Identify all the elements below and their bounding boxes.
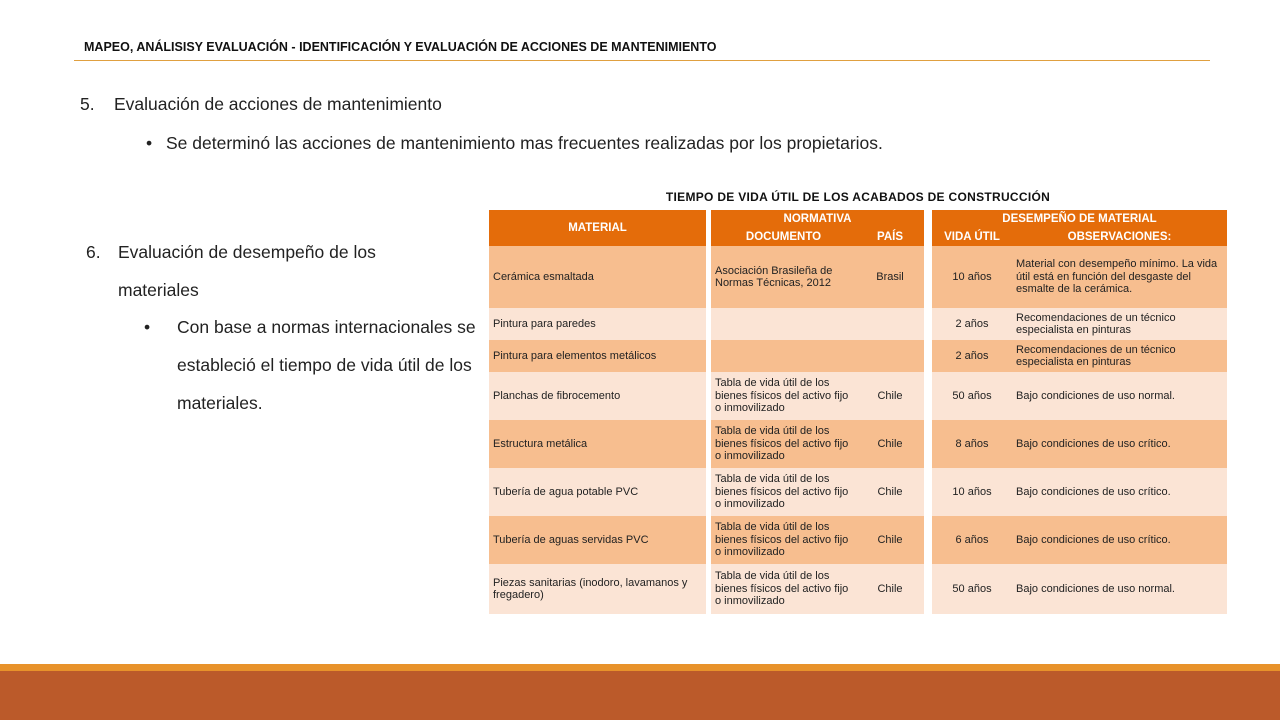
header-material: MATERIAL bbox=[489, 210, 706, 246]
section-5-heading bbox=[80, 94, 442, 115]
cell-material: Estructura metálica bbox=[489, 420, 706, 468]
cell-documento bbox=[711, 308, 856, 340]
header-desempeno: DESEMPEÑO DE MATERIAL bbox=[932, 210, 1227, 227]
cell-documento: Tabla de vida útil de los bienes físicos del activo fijo o inmovilizado bbox=[711, 372, 856, 420]
cell-documento bbox=[711, 340, 856, 372]
section-5-bullet bbox=[146, 133, 883, 154]
slide-header-title: MAPEO, ANÁLISISY EVALUACIÓN - IDENTIFICACIÓN Y EVALUACIÓN DE ACCIONES DE MANTENIMIENTO bbox=[84, 40, 717, 54]
bullet-icon: • bbox=[146, 133, 153, 153]
cell-observaciones: Material con desempeño mínimo. La vida útil está en función del desgaste del esmalte de la cerámica. bbox=[1012, 246, 1227, 308]
cell-vida-util: 50 años bbox=[932, 372, 1012, 420]
section-5-bullet-text: Se determinó las acciones de mantenimiento mas frecuentes realizadas por los propietarios. bbox=[166, 133, 883, 153]
header-normativa: NORMATIVA bbox=[711, 210, 924, 227]
section-6-bullet bbox=[144, 308, 484, 422]
cell-observaciones: Bajo condiciones de uso crítico. bbox=[1012, 468, 1227, 516]
cell-documento: Asociación Brasileña de Normas Técnicas, 2012 bbox=[711, 246, 856, 308]
cell-pais: Brasil bbox=[856, 246, 924, 308]
cell-material: Planchas de fibrocemento bbox=[489, 372, 706, 420]
cell-vida-util: 6 años bbox=[932, 516, 1012, 564]
section-6-bullet-text: Con base a normas internacionales se estableció el tiempo de vida útil de los materiales. bbox=[177, 317, 476, 413]
cell-observaciones: Bajo condiciones de uso normal. bbox=[1012, 372, 1227, 420]
cell-vida-util: 2 años bbox=[932, 340, 1012, 372]
cell-documento: Tabla de vida útil de los bienes físicos del activo fijo o inmovilizado bbox=[711, 468, 856, 516]
cell-material: Pintura para paredes bbox=[489, 308, 706, 340]
section-6-number: 6. bbox=[86, 242, 101, 262]
header-observaciones: OBSERVACIONES: bbox=[1012, 227, 1227, 246]
section-6-heading bbox=[86, 233, 466, 309]
cell-observaciones: Recomendaciones de un técnico especialista en pinturas bbox=[1012, 308, 1227, 340]
cell-observaciones: Bajo condiciones de uso normal. bbox=[1012, 564, 1227, 614]
material-lifetime-table bbox=[489, 210, 1227, 614]
header-divider bbox=[74, 60, 1210, 61]
cell-documento: Tabla de vida útil de los bienes físicos del activo fijo o inmovilizado bbox=[711, 516, 856, 564]
cell-material: Tubería de aguas servidas PVC bbox=[489, 516, 706, 564]
cell-documento: Tabla de vida útil de los bienes físicos del activo fijo o inmovilizado bbox=[711, 420, 856, 468]
section-5-title: Evaluación de acciones de mantenimiento bbox=[114, 94, 442, 114]
cell-pais bbox=[856, 308, 924, 340]
cell-vida-util: 2 años bbox=[932, 308, 1012, 340]
footer-accent-line bbox=[0, 664, 1280, 671]
cell-documento: Tabla de vida útil de los bienes físicos del activo fijo o inmovilizado bbox=[711, 564, 856, 614]
section-6-title: Evaluación de desempeño de los materiales bbox=[118, 242, 376, 300]
cell-vida-util: 8 años bbox=[932, 420, 1012, 468]
cell-observaciones: Recomendaciones de un técnico especialista en pinturas bbox=[1012, 340, 1227, 372]
header-documento: DOCUMENTO bbox=[711, 227, 856, 246]
cell-vida-util: 50 años bbox=[932, 564, 1012, 614]
section-5-number: 5. bbox=[80, 94, 95, 114]
header-vida-util: VIDA ÚTIL bbox=[932, 227, 1012, 246]
cell-observaciones: Bajo condiciones de uso crítico. bbox=[1012, 516, 1227, 564]
cell-pais bbox=[856, 340, 924, 372]
cell-material: Piezas sanitarias (inodoro, lavamanos y fregadero) bbox=[489, 564, 706, 614]
cell-material: Cerámica esmaltada bbox=[489, 246, 706, 308]
cell-material: Tubería de agua potable PVC bbox=[489, 468, 706, 516]
cell-pais: Chile bbox=[856, 420, 924, 468]
cell-vida-util: 10 años bbox=[932, 468, 1012, 516]
cell-observaciones: Bajo condiciones de uso crítico. bbox=[1012, 420, 1227, 468]
table-title: TIEMPO DE VIDA ÚTIL DE LOS ACABADOS DE CONSTRUCCIÓN bbox=[665, 190, 1051, 204]
cell-vida-util: 10 años bbox=[932, 246, 1012, 308]
cell-material: Pintura para elementos metálicos bbox=[489, 340, 706, 372]
cell-pais: Chile bbox=[856, 468, 924, 516]
bullet-icon: • bbox=[144, 317, 151, 337]
cell-pais: Chile bbox=[856, 372, 924, 420]
header-pais: PAÍS bbox=[856, 227, 924, 246]
footer-bar bbox=[0, 671, 1280, 720]
cell-pais: Chile bbox=[856, 564, 924, 614]
cell-pais: Chile bbox=[856, 516, 924, 564]
